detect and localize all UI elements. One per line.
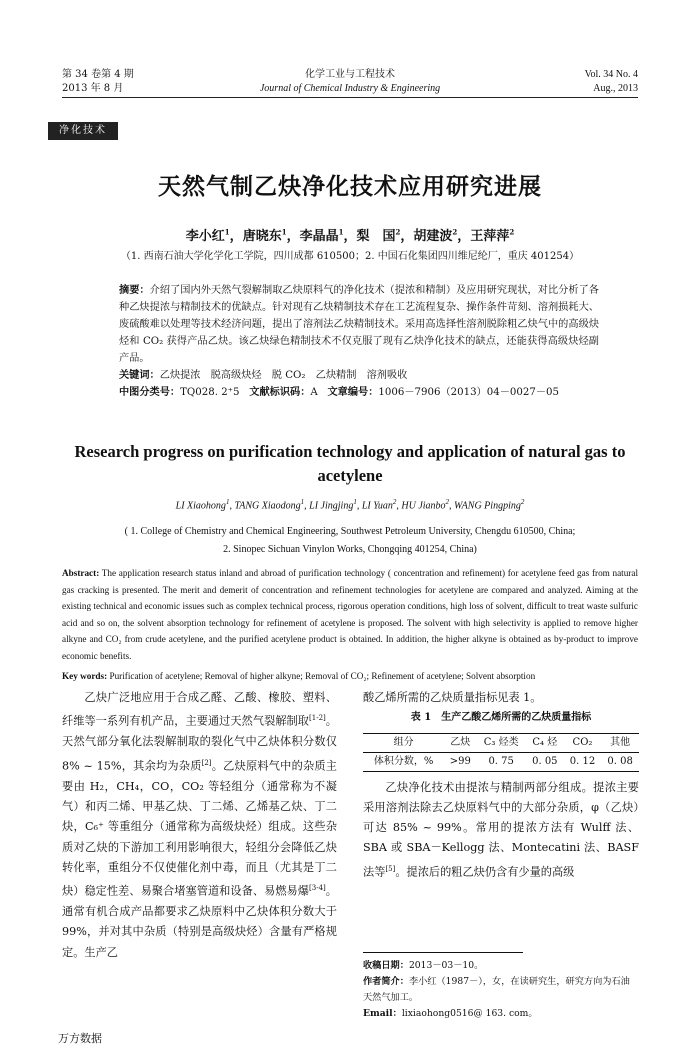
table-cell: >99 bbox=[444, 752, 476, 771]
received-label: 收稿日期： bbox=[363, 960, 409, 971]
table-cell: 0. 08 bbox=[601, 752, 639, 771]
doc-code: A bbox=[310, 387, 318, 398]
watermark-footer: 万方数据 bbox=[58, 1032, 102, 1045]
citation: [5] bbox=[385, 864, 396, 873]
abstract-text-en: The application research status inland and abroad of purification technology ( concentration and refinement) for acetylene feed gas from natural gas cracking is presented. The merit and demerit of concentration and refinement technologies for acetylene are compared and analyzed. Aiming at the existing technical and economic issues such as complex technical process, rigorous operation conditions, high loss of solvent, difficult to treat waste sulfuric acid and so on, the solvent absorption technology for refinement of acetylene is proposed. The solvent with high selectivity is applied to remove higher alkyne and CO₂ from crude acetylene, and the purified acetylene product is obtained. In addition, the higher alkyne is obtained as by-product to improve economic benefits. bbox=[62, 568, 638, 661]
author: 李小红 bbox=[185, 229, 225, 244]
body-paragraph: 酸乙烯所需的乙炔质量指标见表 1。 bbox=[363, 691, 542, 704]
keywords-label-cn: 关键词： bbox=[119, 369, 160, 381]
affiliation-en: ( 1. College of Chemistry and Chemical Engineering, Southwest Petroleum University, Chengdu 610500, China; 2. Sinopec Sichuan Vinylon Works, Chongqing 401254, China) bbox=[124, 526, 576, 555]
abstract-cn bbox=[119, 282, 599, 401]
header-rule bbox=[62, 97, 638, 98]
citation: [2] bbox=[201, 758, 212, 767]
table-header-cell: C₄ 烃 bbox=[526, 733, 564, 752]
email-address: lixiaohong0516@ 163. com。 bbox=[401, 1008, 538, 1019]
author-bio-label: 作者简介： bbox=[363, 976, 409, 987]
keywords-label-en: Key words: bbox=[62, 670, 108, 681]
quality-table bbox=[363, 733, 639, 772]
authors-en: LI Xiaohong$^1$, TANG Xiaodong$^1$, LI Jingjing$^1$, LI Yuan$^2$, HU Jianbo$^2$, WANG Pingping$^2$ bbox=[175, 498, 525, 512]
body-paragraph: 乙炔净化技术由提浓与精制两部分组成。提浓主要采用溶剂法除去乙炔原料气中的大部分杂质，φ（乙炔）可达 85% ~ 99%。常用的提浓方法有 Wulff 法、SBA 或 SBA－Kellogg 法、Montecatini 法、BASF 法等[5]。提浓后的粗乙炔仍含有少量的高级 bbox=[363, 780, 639, 879]
doc-code-label: 文献标识码： bbox=[249, 386, 311, 398]
article-no: 1006－7906（2013）04－0027－05 bbox=[378, 387, 559, 398]
author: 梨 国 bbox=[356, 229, 396, 244]
journal-name-cn: 化学工业与工程技术 bbox=[305, 69, 395, 80]
paper-title-cn: 天然气制乙炔净化技术应用研究进展 bbox=[158, 174, 542, 200]
table-header-cell: CO₂ bbox=[564, 733, 602, 752]
table-row bbox=[363, 752, 639, 771]
table-header-cell: 其他 bbox=[601, 733, 639, 752]
keywords-en: Purification of acetylene; Removal of higher alkyne; Removal of CO₂; Refinement of acetylene; Solvent absorption bbox=[109, 670, 536, 681]
section-tag: 净化技术 bbox=[48, 122, 118, 140]
citation: [3-4] bbox=[309, 884, 326, 893]
author: 王萍萍 bbox=[470, 229, 510, 244]
clc-number: TQ028. 2⁺5 bbox=[180, 387, 240, 398]
table-cell: 0. 75 bbox=[476, 752, 526, 771]
paper-title-en: Research progress on purification technology and application of natural gas to acetylene bbox=[74, 442, 626, 485]
footnotes bbox=[363, 958, 639, 1022]
footnote-rule bbox=[363, 952, 523, 953]
author: 唐晓东 bbox=[242, 229, 282, 244]
table-caption: 表 1 生产乙酸乙烯所需的乙炔质量指标 bbox=[410, 712, 592, 724]
abstract-text-cn: 介绍了国内外天然气裂解制取乙炔原料气的净化技术（提浓和精制）及应用研究现状，对比分析了各种乙炔提浓与精制技术的优缺点。针对现有乙炔精制技术存在工艺流程复杂、操作条件苛刻、溶剂损耗大、废硫酸难以处理等技术经济问题，提出了溶剂法乙炔精制技术。采用高选择性溶剂脱除粗乙炔气中的高级炔烃和 CO₂ 获得产品乙炔。该乙炔绿色精制技术不仅克服了现有乙炔净化技术的缺点，还能获得高级炔烃副产品。 bbox=[119, 285, 599, 364]
table-cell: 体积分数，% bbox=[363, 752, 444, 771]
table-header-cell: 组分 bbox=[363, 733, 444, 752]
table-header-cell: C₃ 烃类 bbox=[476, 733, 526, 752]
journal-name-en: Journal of Chemical Industry & Engineering bbox=[259, 83, 441, 94]
author-bio: 李小红（1987－），女，在读研究生，研究方向为石油天然气加工。 bbox=[363, 976, 630, 1003]
abstract-en bbox=[62, 565, 638, 684]
email-label: Email： bbox=[363, 1008, 402, 1019]
table-cell: 0. 05 bbox=[526, 752, 564, 771]
author: 李晶晶 bbox=[299, 229, 339, 244]
journal-date-cn: 2013 年 8 月 bbox=[62, 83, 124, 94]
article-no-label: 文章编号： bbox=[327, 386, 379, 398]
abstract-label-cn: 摘要： bbox=[119, 284, 150, 296]
journal-volume-cn: 第 34 卷第 4 期 bbox=[62, 69, 134, 80]
table-header-cell: 乙炔 bbox=[444, 733, 476, 752]
affiliation-cn: （1. 西南石油大学化学化工学院，四川成都 610500；2. 中国石化集团四川维尼纶厂，重庆 401254） bbox=[120, 251, 580, 262]
clc-label: 中图分类号： bbox=[119, 386, 181, 398]
body-column-left bbox=[62, 688, 337, 963]
received-date: 2013－03－10。 bbox=[408, 960, 484, 971]
author: 胡建波 bbox=[413, 229, 453, 244]
citation: [1-2] bbox=[309, 714, 326, 723]
abstract-label-en: Abstract: bbox=[62, 568, 100, 578]
authors-cn: 李小红$^1$，唐晓东$^1$，李晶晶$^1$，梨 国$^2$，胡建波$^2$，王萍萍$^2$ bbox=[185, 227, 515, 244]
table-header-row bbox=[363, 733, 639, 752]
journal-date-en: Aug., 2013 bbox=[593, 83, 638, 94]
keywords-cn: 乙炔提浓 脱高级炔烃 脱 CO₂ 乙炔精制 溶剂吸收 bbox=[159, 370, 408, 381]
body-paragraph: 乙炔广泛地应用于合成乙醛、乙酸、橡胶、塑料、纤维等一系列有机产品，主要通过天然气裂解制取[1-2]。天然气部分氧化法裂解制取的裂化气中乙炔体积分数仅 8% ~ 15%，其余均为杂质[2]。乙炔原料气中的杂质主要由 H₂，CH₄，CO，CO₂ 等轻组分（通常称为不凝气）和丙二烯、甲基乙炔、丁二烯、乙烯基乙炔、丁二炔，C₆⁺ 等重组分（通常称为高级炔烃）组成。这些杂质对乙炔的下游加工利用影响很大，轻组分会降低乙炔转化率，重组分不仅使催化剂中毒，而且（尤其是丁二炔）稳定性差、易聚合堵塞管道和设备、易燃易爆[3-4]。通常有机合成产品都要求乙炔原料中乙炔体积分数大于 99%，并对其中杂质（特别是高级炔烃）含量有严格规定。生产乙 bbox=[62, 691, 337, 959]
journal-volume-en: Vol. 34 No. 4 bbox=[584, 69, 638, 80]
body-column-right bbox=[363, 688, 639, 883]
table-cell: 0. 12 bbox=[564, 752, 602, 771]
